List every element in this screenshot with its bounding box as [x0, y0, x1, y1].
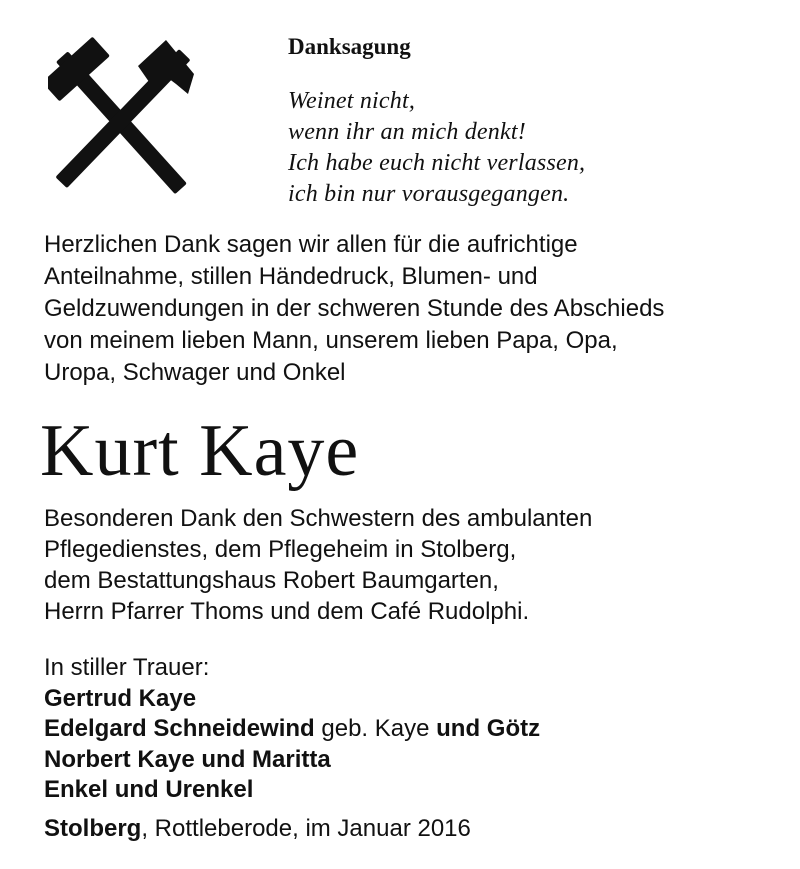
place-date-text: , Rottleberode, im Januar 2016 — [141, 815, 471, 842]
thanks-line: Anteilnahme, stillen Händedruck, Blumen- und — [44, 263, 538, 290]
mourner-name: Edelgard Schneidewind — [44, 715, 315, 742]
special-thanks-line: dem Bestattungshaus Robert Baumgarten, — [44, 567, 499, 594]
thanks-paragraph — [44, 229, 664, 389]
thanks-line: Geldzuwendungen in der schweren Stunde des Abschieds — [44, 295, 665, 322]
mourner-line: Norbert Kaye und Maritta — [44, 745, 331, 773]
special-thanks-line: Herrn Pfarrer Thoms und dem Café Rudolphi. — [44, 598, 530, 625]
deceased-name: Kurt Kaye — [40, 410, 360, 492]
crossed-hammer-and-pick-icon — [48, 34, 198, 204]
heading: Danksagung — [288, 34, 411, 59]
poem-line: wenn ihr an mich denkt! — [288, 119, 526, 145]
thanks-line: von meinem lieben Mann, unserem lieben Papa, Opa, — [44, 327, 618, 354]
poem-line: ich bin nur vorausgegangen. — [288, 181, 570, 207]
mourners-intro: In stiller Trauer: — [44, 654, 210, 681]
poem — [288, 86, 585, 210]
mourner-line: Enkel und Urenkel — [44, 776, 254, 803]
mourner-note: geb. Kaye — [314, 715, 437, 742]
thanks-line: Uropa, Schwager und Onkel — [44, 359, 346, 386]
thanks-line: Herzlichen Dank sagen wir allen für die aufrichtige — [44, 231, 578, 258]
mourner-partner: und Götz — [436, 715, 541, 742]
special-thanks-line: Besonderen Dank den Schwestern des ambulanten — [44, 505, 593, 532]
mourner-line — [44, 714, 540, 745]
mourner-line: Gertrud Kaye — [44, 684, 197, 712]
place-name: Stolberg — [44, 815, 142, 842]
poem-line: Ich habe euch nicht verlassen, — [288, 150, 586, 176]
special-thanks-paragraph — [44, 503, 592, 627]
place-and-date — [44, 814, 471, 844]
mourners-list — [44, 653, 540, 806]
poem-line: Weinet nicht, — [288, 88, 416, 114]
special-thanks-line: Pflegedienstes, dem Pflegeheim in Stolberg, — [44, 536, 517, 563]
